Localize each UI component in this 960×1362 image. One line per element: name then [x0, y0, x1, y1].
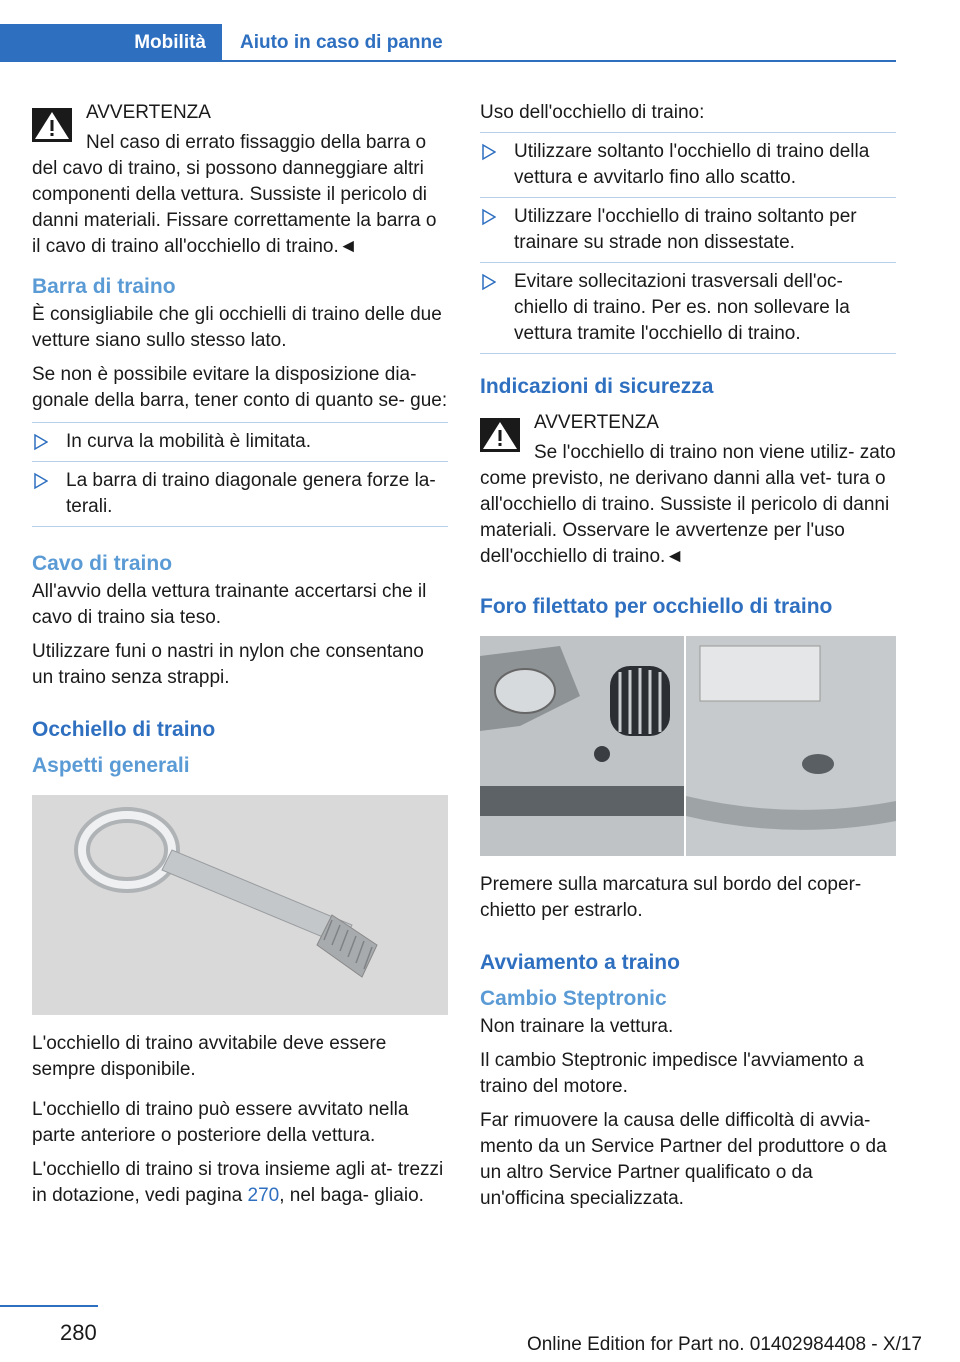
footer-rule [0, 1305, 98, 1307]
paragraph: Se non è possibile evitare la disposizione dia‐ gonale della barra, tener conto di quanto se‐ gue: [32, 364, 448, 411]
heading-indicazioni-di-sicurezza: Indicazioni di sicurezza [480, 375, 714, 398]
bullet-triangle-icon [34, 472, 48, 490]
header-tabbar [0, 24, 896, 62]
list-item [480, 198, 896, 263]
subsection-tab[interactable]: Aiuto in caso di panne [240, 32, 443, 53]
paragraph: Premere sulla marcatura sul bordo del coper‐ chietto per estrarlo. [480, 874, 862, 921]
list-item [32, 422, 448, 462]
paragraph: All'avvio della vettura trainante accertarsi che il cavo di traino sia teso. [32, 581, 427, 628]
warning-title: AVVERTENZA [86, 102, 211, 123]
paragraph: Utilizzare funi o nastri in nylon che consentano un traino senza strappi. [32, 641, 424, 688]
paragraph: L'occhiello di traino avvitabile deve essere sempre disponibile. [32, 1033, 387, 1080]
heading-barra-di-traino: Barra di traino [32, 275, 176, 298]
list-item-text: Utilizzare l'occhiello di traino soltanto per trainare su strade non dissestate. [514, 206, 857, 253]
heading-foro-filettato: Foro filettato per occhiello di traino [480, 595, 833, 618]
section-tab-label: Mobilità [134, 32, 206, 53]
list-item-text: Evitare sollecitazioni trasversali dell'oc‐ chiello di traino. Per es. non sollevare la vettura tramite l'occhiello di traino. [514, 271, 850, 344]
warning-text: Se l'occhiello di traino non viene utiliz‐ zato come previsto, ne derivano danni alla vet‐ tura o all'occhiello di traino. Sussiste il pericolo di danni materiali. Osservare le avvertenze per l'uso dell'occhiello di traino.◄ [480, 442, 896, 567]
paragraph: L'occhiello di traino può essere avvitato nella parte anteriore o posteriore della vettura. [32, 1099, 409, 1146]
heading-avviamento-a-traino: Avviamento a traino [480, 951, 680, 974]
paragraph: Il cambio Steptronic impedisce l'avviamento a traino del motore. [480, 1050, 864, 1097]
text: L'occhiello di traino si trova insieme agli at‐ trezzi in dotazione, vedi pagina [32, 1159, 444, 1206]
paragraph-with-link [32, 1157, 448, 1209]
heading-cavo-di-traino: Cavo di traino [32, 552, 173, 575]
page-link[interactable]: 270 [247, 1185, 280, 1206]
bullet-list [480, 132, 896, 354]
tow-hook-illustration [32, 795, 448, 1015]
warning-block [32, 100, 448, 260]
left-column [32, 100, 448, 1217]
tow-hook-image [32, 795, 448, 1015]
bullet-list [32, 422, 448, 527]
warning-title: AVVERTENZA [534, 412, 659, 433]
warning-triangle-icon [32, 108, 72, 142]
paragraph: Uso dell'occhiello di traino: [480, 102, 705, 123]
bumper-illustration [480, 636, 896, 856]
heading-cambio-steptronic: Cambio Steptronic [480, 987, 667, 1010]
list-item-text: Utilizzare soltanto l'occhiello di traino della vettura e avvitarlo fino allo scatto. [514, 141, 870, 188]
header-rule [222, 60, 896, 62]
warning-block [480, 410, 896, 570]
edition-label: Online Edition for Part no. 01402984408 - X/17 [526, 1334, 922, 1355]
paragraph: Non trainare la vettura. [480, 1016, 674, 1037]
heading-occhiello-di-traino: Occhiello di traino [32, 718, 216, 741]
warning-text: Nel caso di errato fissaggio della barra o del cavo di traino, si possono danneggiare altri componenti della vettura. Sussiste il pericolo di danni materiali. Fissare correttamente la barra o il cavo di traino all'occhiello di traino.◄ [32, 132, 437, 257]
list-item-text: In curva la mobilità è limitata. [66, 431, 311, 452]
text: , nel baga‐ gliaio. [279, 1185, 424, 1206]
heading-aspetti-generali: Aspetti generali [32, 754, 190, 777]
section-tab[interactable] [0, 24, 222, 62]
bullet-triangle-icon [482, 208, 496, 226]
page-number: 280 [60, 1320, 97, 1345]
paragraph: È consigliabile che gli occhielli di traino delle due vetture siano sullo stesso lato. [32, 304, 442, 351]
list-item [32, 462, 448, 527]
list-item [480, 132, 896, 198]
list-item [480, 263, 896, 354]
bullet-triangle-icon [482, 273, 496, 291]
bullet-triangle-icon [34, 433, 48, 451]
paragraph: Far rimuovere la causa delle difficoltà di avvia‐ mento da un Service Partner del produttore o da un altro Service Partner qualificato o da un'officina specializzata. [480, 1110, 887, 1209]
bumper-photo [480, 636, 896, 856]
bullet-triangle-icon [482, 143, 496, 161]
list-item-text: La barra di traino diagonale genera forze la‐ terali. [66, 470, 436, 517]
right-column [480, 100, 896, 1220]
warning-triangle-icon [480, 418, 520, 452]
